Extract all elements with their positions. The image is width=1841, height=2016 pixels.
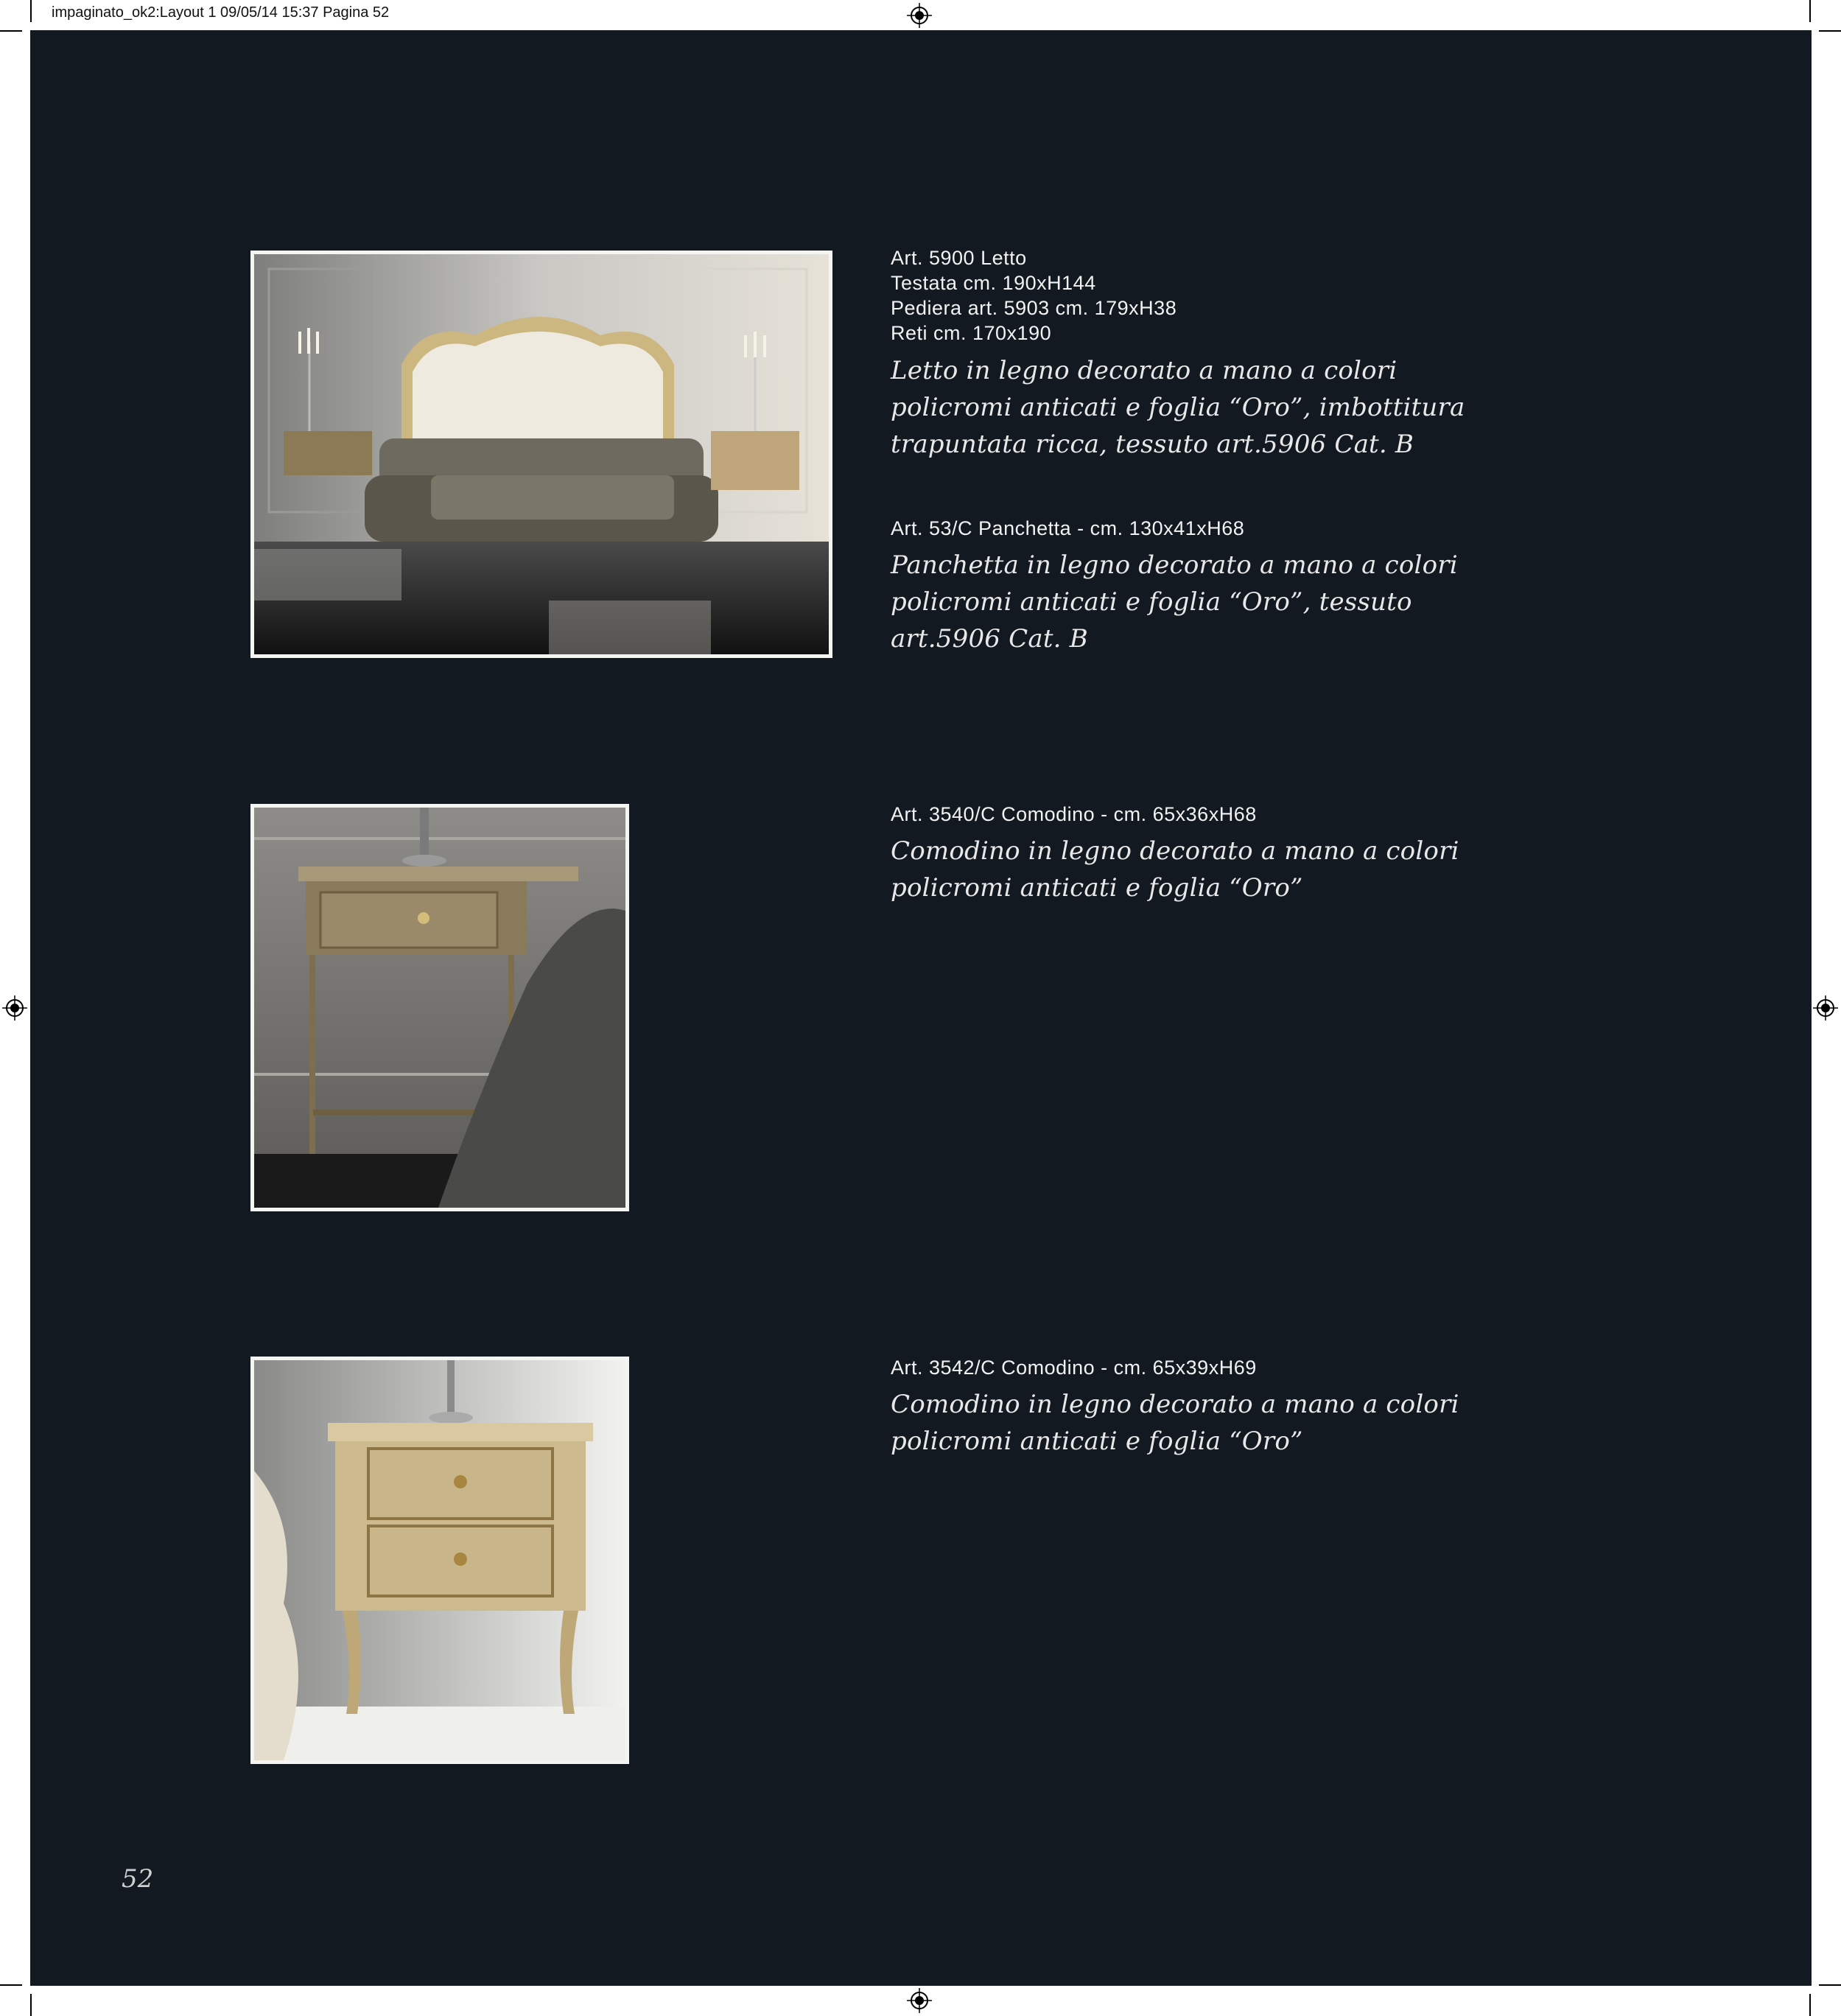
single-drawer-nightstand-image [254, 808, 625, 1208]
page-number: 52 [122, 1864, 154, 1894]
bed-description: Letto in legno decorato a mano a colori policromi anticati e foglia “Oro”, imbottitura trapuntata ricca, tessuto art.5906 Cat. B [891, 356, 1465, 459]
crop-mark [0, 1984, 22, 1986]
registration-mark-icon [907, 3, 932, 28]
two-drawer-nightstand-image [254, 1360, 625, 1760]
nightstand-3542-description: Comodino in legno decorato a mano a colori policromi anticati e foglia “Oro” [891, 1390, 1459, 1456]
spec-line: Art. 5900 Letto [891, 247, 1027, 269]
crop-mark [1819, 30, 1841, 32]
crop-mark [1809, 0, 1811, 22]
nightstand-3540-description: Comodino in legno decorato a mano a colori policromi anticati e foglia “Oro” [891, 836, 1459, 903]
nightstand-3540-photo [250, 804, 629, 1211]
bed-photo [250, 251, 832, 658]
spec-line: Art. 53/C Panchetta - cm. 130x41xH68 [891, 517, 1245, 539]
registration-mark-icon [2, 995, 27, 1021]
crop-mark [30, 1994, 32, 2016]
bed-specs [891, 245, 1177, 346]
crop-mark [30, 0, 32, 22]
spec-line: Art. 3540/C Comodino - cm. 65x36xH68 [891, 803, 1257, 825]
spec-line: Pediera art. 5903 cm. 179xH38 [891, 297, 1177, 319]
nightstand-3542-photo [250, 1357, 629, 1764]
registration-mark-icon [1813, 995, 1838, 1021]
nightstand-3540-specs [891, 802, 1257, 827]
spec-line: Art. 3542/C Comodino - cm. 65x39xH69 [891, 1357, 1257, 1379]
spec-line: Testata cm. 190xH144 [891, 272, 1096, 294]
crop-mark [0, 30, 22, 32]
spec-line: Reti cm. 170x190 [891, 322, 1052, 344]
crop-mark [1819, 1984, 1841, 1986]
bedroom-scene-image [254, 254, 829, 654]
registration-mark-icon [907, 1988, 932, 2013]
crop-mark [1809, 1994, 1811, 2016]
bench-description: Panchetta in legno decorato a mano a colori policromi anticati e foglia “Oro”, tessuto art.5906 Cat. B [891, 550, 1458, 654]
bench-specs [891, 516, 1244, 541]
printer-slug: impaginato_ok2:Layout 1 09/05/14 15:37 Pagina 52 [52, 4, 390, 21]
nightstand-3542-specs [891, 1355, 1257, 1380]
